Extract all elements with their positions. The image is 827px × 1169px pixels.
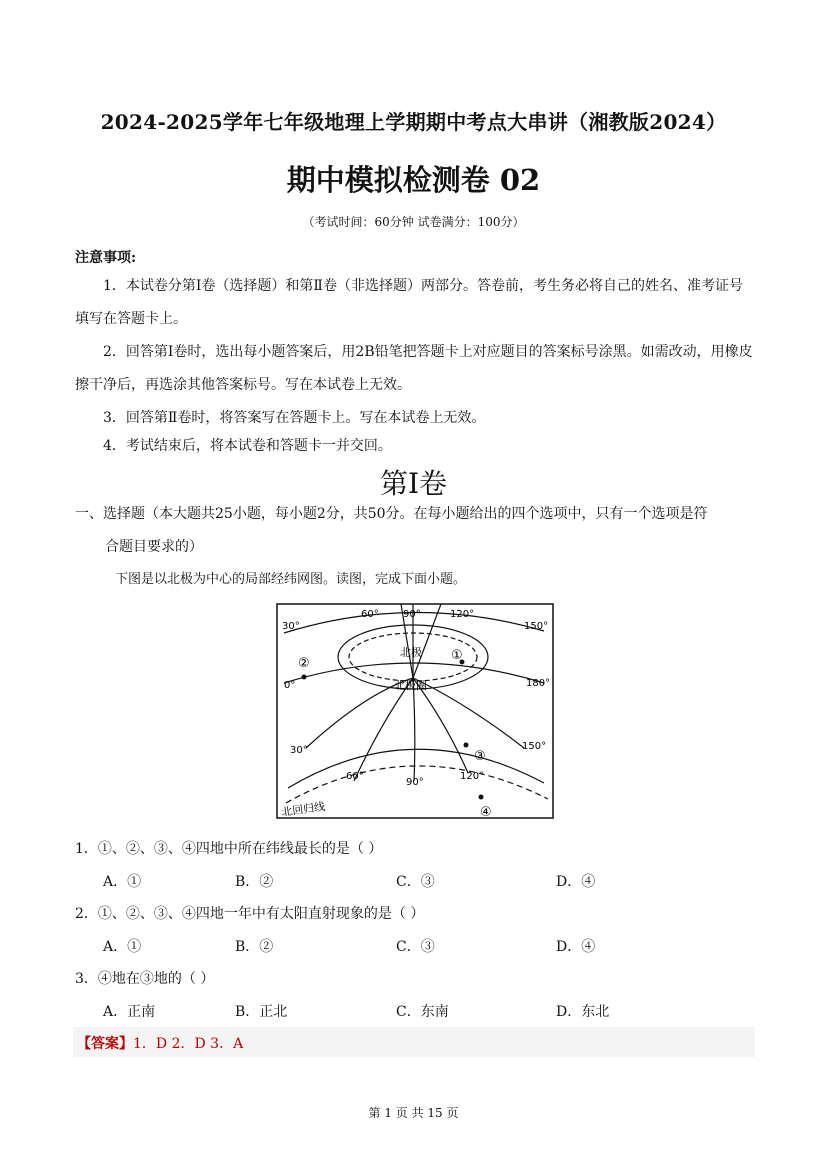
- mcq-instructions: [75, 498, 755, 564]
- question-1-option-d: D．④: [556, 874, 596, 890]
- question-1-option-a: A．①: [103, 874, 142, 890]
- mcq-instructions-line2: 合题目要求的）: [105, 539, 203, 555]
- label-30-bottom: 30°: [290, 745, 308, 756]
- question-2-option-a: A．①: [103, 939, 142, 955]
- label-90-top: 90°: [403, 609, 421, 620]
- notice-item-1: 1．本试卷分第Ⅰ卷（选择题）和第Ⅱ卷（非选择题）两部分。答卷前，考生务必将自己的姓名、准考证号填写在答题卡上。: [75, 278, 743, 327]
- label-0: 0°: [284, 680, 296, 691]
- doc-title: 期中模拟检测卷 02: [286, 163, 541, 197]
- question-3-option-d: D．东北: [556, 1004, 610, 1020]
- label-90-bottom: 90°: [406, 777, 424, 788]
- mcq-instructions-line1: 一、选择题（本大题共25小题，每小题2分，共50分。在每小题给出的四个选项中，只有一个选项是符: [75, 506, 708, 522]
- notice-item-4: 4．考试结束后，将本试卷和答题卡一并交回。: [103, 438, 392, 454]
- point-2-dot: [302, 675, 307, 680]
- label-120-bottom: 120°: [460, 771, 485, 782]
- label-150-bottom: 150°: [522, 741, 547, 752]
- latitude-longitude-map: [276, 603, 554, 819]
- label-60-top: 60°: [361, 609, 379, 620]
- point-3-dot: [464, 743, 469, 748]
- arctic-circle-label: 北极圈: [394, 679, 427, 692]
- tropic-label: 北回归线: [280, 799, 326, 819]
- question-3-option-c: C．东南: [396, 1004, 449, 1020]
- point-4-dot: [479, 795, 484, 800]
- section-title: 第Ⅰ卷: [379, 467, 448, 500]
- doc-subtitle: 2024-2025学年七年级地理上学期期中考点大串讲（湘教版2024）: [100, 110, 727, 134]
- question-3-option-a: A．正南: [103, 1004, 156, 1020]
- label-30-left: 30°: [282, 621, 300, 632]
- question-2-stem: 2．①、②、③、④四地一年中有太阳直射现象的是（ ）: [75, 906, 425, 922]
- question-1-option-c: C．③: [396, 874, 435, 890]
- point-1-label: ①: [451, 648, 463, 663]
- answer-text: 1．D 2．D 3．A: [133, 1036, 244, 1052]
- question-2-option-c: C．③: [396, 939, 435, 955]
- exam-info: （考试时间：60分钟 试卷满分：100分）: [302, 215, 525, 229]
- notice-item-3: 3．回答第Ⅱ卷时，将答案写在答题卡上。写在本试卷上无效。: [103, 410, 486, 426]
- pole-label: 北极: [400, 646, 422, 659]
- question-1-option-b: B．②: [235, 874, 274, 890]
- label-180: 180°: [526, 678, 551, 689]
- question-1-stem: 1．①、②、③、④四地中所在纬线最长的是（ ）: [75, 841, 383, 857]
- point-2-label: ②: [298, 656, 310, 671]
- point-3-label: ③: [474, 749, 486, 764]
- question-3-option-b: B．正北: [235, 1004, 288, 1020]
- question-2-option-b: B．②: [235, 939, 274, 955]
- question-3-stem: 3．④地在③地的（ ）: [75, 971, 215, 987]
- page-footer: 第 1 页 共 15 页: [368, 1106, 459, 1120]
- answer-label: 【答案】: [77, 1036, 133, 1052]
- figure-intro: 下图是以北极为中心的局部经纬网图。读图，完成下面小题。: [115, 572, 467, 587]
- notice-item-2: 2．回答第Ⅰ卷时，选出每小题答案后，用2B铅笔把答题卡上对应题目的答案标号涂黑。如需改动，用橡皮擦干净后，再选涂其他答案标号。写在本试卷上无效。: [75, 344, 753, 393]
- notice-heading: 注意事项:: [75, 250, 137, 266]
- question-2-option-d: D．④: [556, 939, 596, 955]
- point-4-label: ④: [480, 805, 492, 819]
- label-60-bottom: 60°: [346, 771, 364, 782]
- label-120-top: 120°: [450, 609, 475, 620]
- label-150-right: 150°: [524, 621, 549, 632]
